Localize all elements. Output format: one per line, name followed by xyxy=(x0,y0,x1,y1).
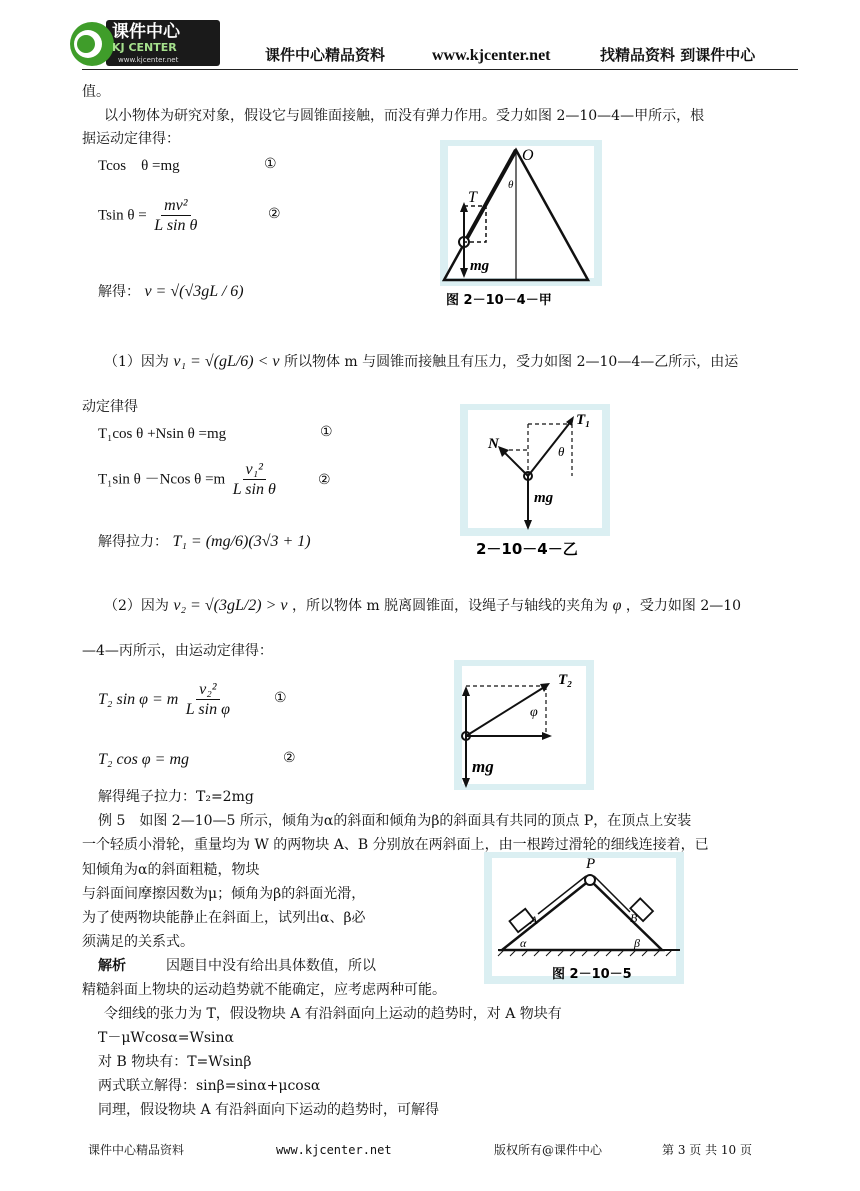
footer-copyright: 版权所有@课件中心 xyxy=(494,1143,603,1157)
label-T: T xyxy=(468,189,477,206)
text-line: 值。 xyxy=(82,84,110,100)
label-alpha: α xyxy=(520,936,527,950)
figure-2-10-4-bing xyxy=(454,660,594,790)
label-A: A xyxy=(530,913,538,927)
header-rule xyxy=(82,69,798,70)
paragraph-line: 与斜面间摩擦因数为μ；倾角为β的斜面光滑， xyxy=(82,886,366,902)
paragraph-line: 因题目中没有给出具体数值，所以 xyxy=(166,958,376,974)
figure-caption: 图 2－10－5 xyxy=(552,967,632,982)
paragraph-line: 令细线的张力为 T，假设物块 A 有沿斜面向上运动的趋势时，对 A 物块有 xyxy=(104,1006,562,1022)
paragraph-line: 为了使两物块能静止在斜面上，试列出α、β必 xyxy=(82,910,366,926)
solution-1: 解得： v = √(√3gL / 6) xyxy=(98,283,244,300)
label-mg: mg xyxy=(472,757,494,776)
paragraph-line: 对 B 物块有：T=Wsinβ xyxy=(98,1054,252,1070)
equation-1: Tcos θ =mg xyxy=(98,158,180,174)
label-phi: φ xyxy=(530,705,538,720)
paragraph-line: T－μWcosα=Wsinα xyxy=(98,1030,234,1046)
paragraph-line: 同理，假设物块 A 有沿斜面向下运动的趋势时，可解得 xyxy=(98,1102,440,1118)
label-theta: θ xyxy=(508,179,514,191)
header-site-link[interactable]: www.kjcenter.net xyxy=(432,47,551,64)
paragraph-line: 一个轻质小滑轮，重量均为 W 的两物块 A、B 分别放在两斜面上，由一根跨过滑轮的细线连接着，已 xyxy=(82,837,709,853)
paragraph-line: 两式联立解得：sinβ=sinα+μcosα xyxy=(98,1078,321,1094)
figure-2-10-5 xyxy=(484,852,684,988)
paragraph-line: 精糙斜面上物块的运动趋势就不能确定，应考虑两种可能。 xyxy=(82,982,446,998)
header-center-text: 课件中心精品资料 xyxy=(265,46,386,64)
figure-caption: 图 2－10－4－甲 xyxy=(446,293,552,308)
label-N: N xyxy=(488,436,499,452)
logo-url: www.kjcenter.net xyxy=(118,56,179,64)
paragraph-line: 动定律得 xyxy=(82,399,138,415)
equation-number: ① xyxy=(274,690,287,706)
footer-page-number: 第 3 页 共 10 页 xyxy=(662,1143,752,1157)
analysis-label: 解析 xyxy=(98,958,126,974)
equation-4: T₁sin θ －Ncos θ =m $\frac{\text{v₁²}}{\text{L sin θ}}$ xyxy=(98,461,276,499)
label-T1: T₁ xyxy=(576,412,591,428)
label-O: O xyxy=(522,147,534,164)
paragraph-line: 须满足的关系式。 xyxy=(82,934,194,950)
logo-subtitle: KJ CENTER xyxy=(112,41,177,54)
equation-5: T₂ sin φ = m $\frac{\text{v₂²}}{\text{L sin φ}}$ xyxy=(98,681,230,719)
equation-2: Tsin θ = $\frac{\text{mv²}}{\text{L sin θ}}$ xyxy=(98,197,198,235)
label-beta: β xyxy=(634,936,640,950)
label-T2: T₂ xyxy=(558,672,573,688)
equation-number: ① xyxy=(320,424,333,440)
figure-2-10-4-yi xyxy=(460,404,610,560)
label-theta: θ xyxy=(558,444,565,459)
label-mg: mg xyxy=(534,490,554,506)
figure-2-10-4-jia xyxy=(436,140,606,312)
paragraph-line: （2）因为 v₂ = √(3gL/2) > v ，所以物体 m 脱离圆锥面，设绳子与轴线的夹角为 φ ，受力如图 2—10 xyxy=(104,597,742,614)
label-mg: mg xyxy=(470,258,490,274)
solution-2: 解得拉力： T₁ = (mg/6)(3√3 + 1) xyxy=(98,533,311,550)
footer-left: 课件中心精品资料 xyxy=(88,1143,185,1157)
label-P: P xyxy=(586,856,596,872)
figure-caption: 2－10－4－乙 xyxy=(476,540,578,558)
footer-site-link[interactable]: www.kjcenter.net xyxy=(276,1143,392,1157)
paragraph-line: （1）因为 v₁ = √(gL/6) < v 所以物体 m 与圆锥而接触且有压力，受力如图 2—10—4—乙所示，由运 xyxy=(104,353,739,370)
label-B: B xyxy=(630,911,638,925)
equation-number: ② xyxy=(283,750,296,766)
equation-3: T₁cos θ +Nsin θ =mg xyxy=(98,426,227,442)
paragraph-line: 知倾角为α的斜面粗糙，物块 xyxy=(82,862,260,878)
header-right-text: 找精品资料 到课件中心 xyxy=(600,46,756,64)
equation-6: T₂ cos φ = mg xyxy=(98,751,189,768)
paragraph-line: 例 5 如图 2—10—5 所示，倾角为α的斜面和倾角为β的斜面具有共同的顶点 P，在顶点上安装 xyxy=(98,813,692,829)
paragraph-line: 据运动定律得： xyxy=(82,131,180,147)
equation-number: ② xyxy=(318,472,331,488)
paragraph-line: 以小物体为研究对象，假设它与圆锥面接触，而没有弹力作用。受力如图 2—10—4—甲所示，根 xyxy=(104,108,705,124)
paragraph-line: —4—丙所示，由运动定律得： xyxy=(82,643,273,659)
solution-3: 解得绳子拉力：T₂=2mg xyxy=(98,789,254,805)
equation-number: ① xyxy=(264,156,277,172)
logo-title: 课件中心 xyxy=(112,22,180,42)
equation-number: ② xyxy=(268,206,281,222)
